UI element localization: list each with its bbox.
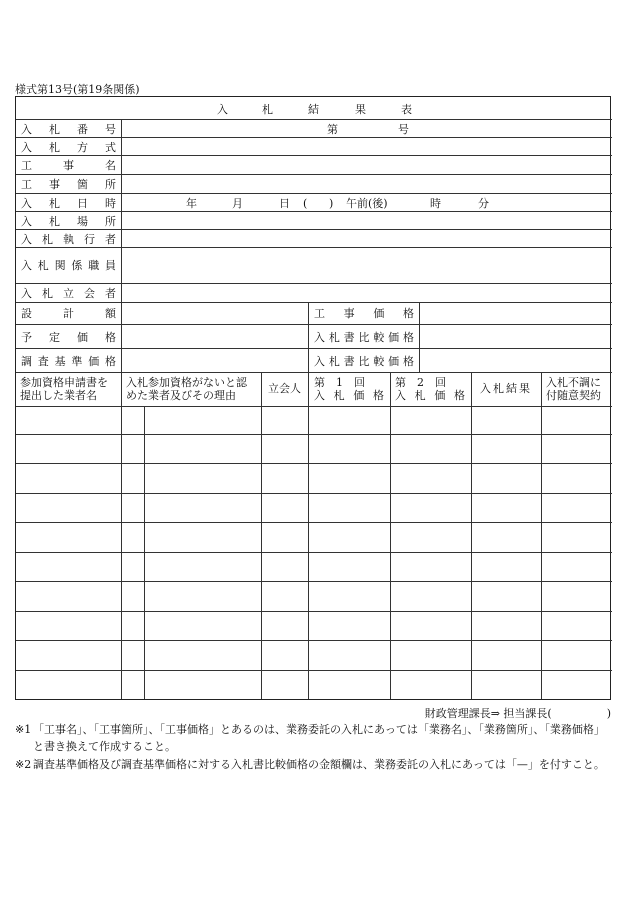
row-divider <box>16 406 612 407</box>
date-paren-close: ) <box>329 197 334 210</box>
label-design-amount: 設 計 額 <box>21 307 116 320</box>
note-2 <box>15 756 615 773</box>
col-witness: 立会人 <box>268 382 301 395</box>
label-bid-place: 入 札 場 所 <box>21 215 116 228</box>
label-witness: 入 札 立 会 者 <box>21 287 116 300</box>
row-divider <box>16 581 612 582</box>
label-executor: 入 札 執 行 者 <box>21 233 116 246</box>
col-divider <box>419 302 420 372</box>
col-result: 入札結果 <box>480 382 532 395</box>
row-divider <box>16 640 612 641</box>
col-divider <box>390 372 391 699</box>
date-month: 月 <box>232 197 243 210</box>
label-work-location: 工 事 箇 所 <box>21 178 116 191</box>
row-divider <box>16 372 612 373</box>
row-divider <box>16 247 612 248</box>
col-divider <box>541 372 542 699</box>
row-divider <box>16 522 612 523</box>
date-ampm: 午前(後) <box>346 197 388 210</box>
date-day: 日 <box>279 197 290 210</box>
note-1-text: 「工事名」、「工事箇所」、「工事価格」とあるのは、業務委託の入札にあっては「業務名」、「業務箇所」、「業務価格」と書き換えて作成すること。 <box>33 723 605 753</box>
form-number-label: 様式第13号(第19条関係) <box>15 83 140 96</box>
col-negotiated-line2: 付随意契約 <box>546 389 601 402</box>
col-divider <box>308 372 309 699</box>
title-char: 表 <box>401 103 412 116</box>
label-staff: 入 札 関 係 職 員 <box>21 259 116 272</box>
col-divider <box>121 119 122 699</box>
row-divider <box>16 155 612 156</box>
table-title <box>16 97 610 117</box>
label-bid-datetime: 入 札 日 時 <box>21 197 116 210</box>
col-divider <box>471 372 472 699</box>
label-survey-base-price: 調 査 基 準 価 格 <box>21 355 116 368</box>
col-disqualified-line2: めた業者及びその理由 <box>126 389 236 402</box>
row-divider <box>16 434 612 435</box>
row-divider <box>16 229 612 230</box>
date-year: 年 <box>186 197 197 210</box>
note-2-mark: ※2 <box>15 758 32 771</box>
label-bid-comparison-price: 入 札 書 比 較 価 格 <box>314 331 414 344</box>
date-paren-open: ( <box>303 197 308 210</box>
row-divider <box>16 552 612 553</box>
row-divider <box>16 493 612 494</box>
label-planned-price: 予 定 価 格 <box>21 331 116 344</box>
approval-line: 財政管理課長⇒ 担当課長( ) <box>424 707 611 720</box>
row-divider <box>16 137 612 138</box>
title-char: 結 <box>308 103 319 116</box>
note-1-mark: ※1 <box>15 723 32 736</box>
label-bid-comparison-price-2: 入 札 書 比 較 価 格 <box>314 355 414 368</box>
note-2-text: 調査基準価格及び調査基準価格に対する入札書比較価格の金額欄は、業務委託の入札にあっては「—」を付すこと。 <box>33 758 605 771</box>
col-applicants-line1: 参加資格申請書を <box>20 376 108 389</box>
label-work-name: 工 事 名 <box>21 159 116 172</box>
date-hour: 時 <box>430 197 441 210</box>
col-disqualified-line1: 入札参加資格がないと認 <box>126 376 247 389</box>
label-bid-number: 入 札 番 号 <box>21 123 116 136</box>
label-bid-method: 入 札 方 式 <box>21 141 116 154</box>
bid-result-table <box>15 96 611 700</box>
col-round2-line2: 入 札 価 格 <box>395 389 465 402</box>
row-divider <box>16 119 612 120</box>
col-negotiated-line1: 入札不調に <box>546 376 601 389</box>
row-divider <box>16 324 612 325</box>
bid-number-suffix: 号 <box>398 123 409 136</box>
label-work-price: 工 事 価 格 <box>314 307 414 320</box>
row-divider <box>16 611 612 612</box>
bid-number-prefix: 第 <box>327 123 338 136</box>
col-round1-line2: 入 札 価 格 <box>314 389 384 402</box>
row-divider <box>16 174 612 175</box>
note-1 <box>15 721 615 755</box>
row-divider <box>16 211 612 212</box>
row-divider <box>16 463 612 464</box>
date-minute: 分 <box>478 197 489 210</box>
col-round1-line1: 第 1 回 <box>314 376 365 389</box>
title-char: 果 <box>355 103 366 116</box>
col-applicants-line2: 提出した業者名 <box>20 389 97 402</box>
row-divider <box>16 193 612 194</box>
row-divider <box>16 348 612 349</box>
row-divider <box>16 302 612 303</box>
col-divider <box>308 302 309 372</box>
col-round2-line1: 第 2 回 <box>395 376 446 389</box>
row-divider <box>16 283 612 284</box>
title-char: 入 <box>217 103 228 116</box>
title-char: 札 <box>262 103 273 116</box>
col-divider <box>144 406 145 699</box>
row-divider <box>16 670 612 671</box>
col-divider <box>261 372 262 699</box>
